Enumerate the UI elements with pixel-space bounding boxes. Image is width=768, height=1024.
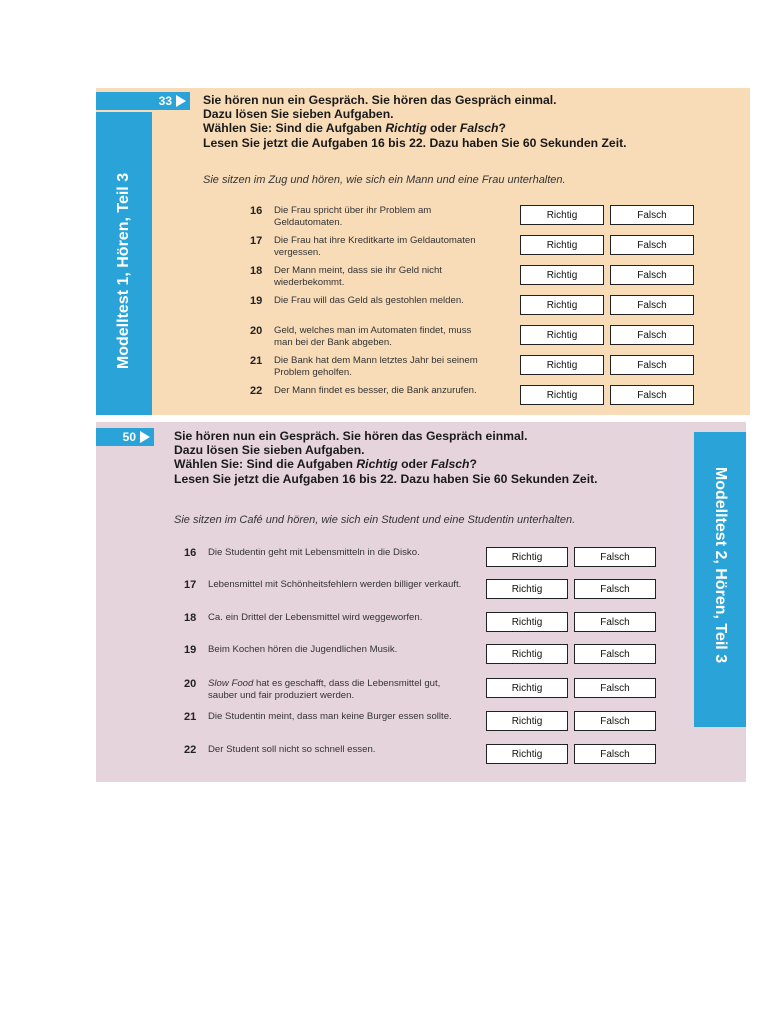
question-row <box>184 644 694 672</box>
question-row <box>250 325 750 353</box>
play-icon <box>140 431 150 443</box>
question-text: Die Frau spricht über ihr Problem am Geldautomaten. <box>274 205 432 228</box>
richtig-option[interactable]: Richtig <box>486 744 568 764</box>
question-text: Ca. ein Drittel der Lebensmittel wird weggeworfen. <box>208 612 423 623</box>
falsch-option[interactable]: Falsch <box>610 235 694 255</box>
track-number: 33 <box>158 94 172 108</box>
question-number: 19 <box>250 295 263 307</box>
side-label: Modelltest 1, Hören, Teil 3 <box>115 172 132 370</box>
falsch-option[interactable]: Falsch <box>574 612 656 632</box>
richtig-option[interactable]: Richtig <box>520 235 604 255</box>
question-row <box>184 678 694 706</box>
question-text: Der Mann findet es besser, die Bank anzurufen. <box>274 385 477 396</box>
question-number: 18 <box>250 265 263 277</box>
question-row <box>250 235 750 263</box>
falsch-option[interactable]: Falsch <box>610 265 694 285</box>
falsch-option[interactable]: Falsch <box>610 295 694 315</box>
instruction-line: Dazu lösen Sie sieben Aufgaben. <box>174 443 365 458</box>
instructions <box>174 429 598 486</box>
falsch-option[interactable]: Falsch <box>574 711 656 731</box>
instruction-line: Dazu lösen Sie sieben Aufgaben. <box>203 107 394 122</box>
question-number: 22 <box>184 744 197 756</box>
richtig-option[interactable]: Richtig <box>486 711 568 731</box>
falsch-option[interactable]: Falsch <box>574 678 656 698</box>
question-text: Beim Kochen hören die Jugendlichen Musik. <box>208 644 398 655</box>
question-number: 19 <box>184 644 197 656</box>
question-text: Die Studentin geht mit Lebensmitteln in die Disko. <box>208 547 420 558</box>
question-row <box>184 547 694 575</box>
question-text: Slow Food hat es geschafft, dass die Lebensmittel gut, sauber und fair produziert werden. <box>208 678 441 701</box>
question-number: 21 <box>184 711 197 723</box>
falsch-option[interactable]: Falsch <box>574 744 656 764</box>
richtig-option[interactable]: Richtig <box>486 678 568 698</box>
question-text: Geld, welches man im Automaten findet, muss man bei der Bank abgeben. <box>274 325 472 348</box>
question-text: Die Frau hat ihre Kreditkarte im Geldautomaten vergessen. <box>274 235 476 258</box>
instruction-line: Lesen Sie jetzt die Aufgaben 16 bis 22. Dazu haben Sie 60 Sekunden Zeit. <box>174 471 598 486</box>
instruction-line: Lesen Sie jetzt die Aufgaben 16 bis 22. Dazu haben Sie 60 Sekunden Zeit. <box>203 135 627 150</box>
richtig-option[interactable]: Richtig <box>520 355 604 375</box>
question-row <box>250 205 750 233</box>
track-badge <box>96 92 190 110</box>
richtig-option[interactable]: Richtig <box>486 644 568 664</box>
question-row <box>250 385 750 413</box>
instruction-line: Sie hören nun ein Gespräch. Sie hören das Gespräch einmal. <box>203 93 557 107</box>
instruction-line: Wählen Sie: Sind die Aufgaben Richtig oder Falsch? <box>203 121 506 136</box>
instruction-line: Sie hören nun ein Gespräch. Sie hören das Gespräch einmal. <box>174 429 528 443</box>
instruction-line: Wählen Sie: Sind die Aufgaben Richtig oder Falsch? <box>174 457 477 472</box>
falsch-option[interactable]: Falsch <box>574 547 656 567</box>
question-row <box>184 744 694 772</box>
question-number: 17 <box>184 579 197 591</box>
richtig-option[interactable]: Richtig <box>486 547 568 567</box>
richtig-option[interactable]: Richtig <box>520 325 604 345</box>
question-text: Die Bank hat dem Mann letztes Jahr bei seinem Problem geholfen. <box>274 355 478 378</box>
exercise-panel-modelltest-2 <box>96 422 746 782</box>
richtig-option[interactable]: Richtig <box>520 385 604 405</box>
question-number: 16 <box>184 547 197 559</box>
play-icon <box>176 95 186 107</box>
track-number: 50 <box>122 430 136 444</box>
falsch-option[interactable]: Falsch <box>610 325 694 345</box>
question-number: 20 <box>184 678 197 690</box>
scenario-text: Sie sitzen im Café und hören, wie sich ein Student und eine Studentin unterhalten. <box>174 514 576 526</box>
question-row <box>250 355 750 383</box>
question-row <box>250 295 750 323</box>
track-badge <box>96 428 154 446</box>
falsch-option[interactable]: Falsch <box>574 644 656 664</box>
richtig-option[interactable]: Richtig <box>486 579 568 599</box>
question-row <box>184 711 694 739</box>
question-number: 20 <box>250 325 263 337</box>
question-number: 22 <box>250 385 263 397</box>
richtig-option[interactable]: Richtig <box>520 295 604 315</box>
question-text: Der Mann meint, dass sie ihr Geld nicht wiederbekommt. <box>274 265 442 288</box>
question-number: 21 <box>250 355 263 367</box>
instructions <box>203 93 627 150</box>
question-number: 16 <box>250 205 263 217</box>
falsch-option[interactable]: Falsch <box>574 579 656 599</box>
scenario-text: Sie sitzen im Zug und hören, wie sich ein Mann und eine Frau unterhalten. <box>203 174 566 186</box>
question-text: Lebensmittel mit Schönheitsfehlern werden billiger verkauft. <box>208 579 462 590</box>
question-row <box>184 612 694 640</box>
question-row <box>250 265 750 293</box>
question-number: 17 <box>250 235 263 247</box>
question-text: Die Studentin meint, dass man keine Burger essen sollte. <box>208 711 452 722</box>
question-row <box>184 579 694 607</box>
falsch-option[interactable]: Falsch <box>610 205 694 225</box>
richtig-option[interactable]: Richtig <box>520 205 604 225</box>
falsch-option[interactable]: Falsch <box>610 385 694 405</box>
question-number: 18 <box>184 612 197 624</box>
richtig-option[interactable]: Richtig <box>486 612 568 632</box>
falsch-option[interactable]: Falsch <box>610 355 694 375</box>
question-text: Der Student soll nicht so schnell essen. <box>208 744 376 755</box>
richtig-option[interactable]: Richtig <box>520 265 604 285</box>
exercise-panel-modelltest-1 <box>96 88 750 415</box>
question-text: Die Frau will das Geld als gestohlen melden. <box>274 295 464 306</box>
side-label: Modelltest 2, Hören, Teil 3 <box>712 466 729 664</box>
